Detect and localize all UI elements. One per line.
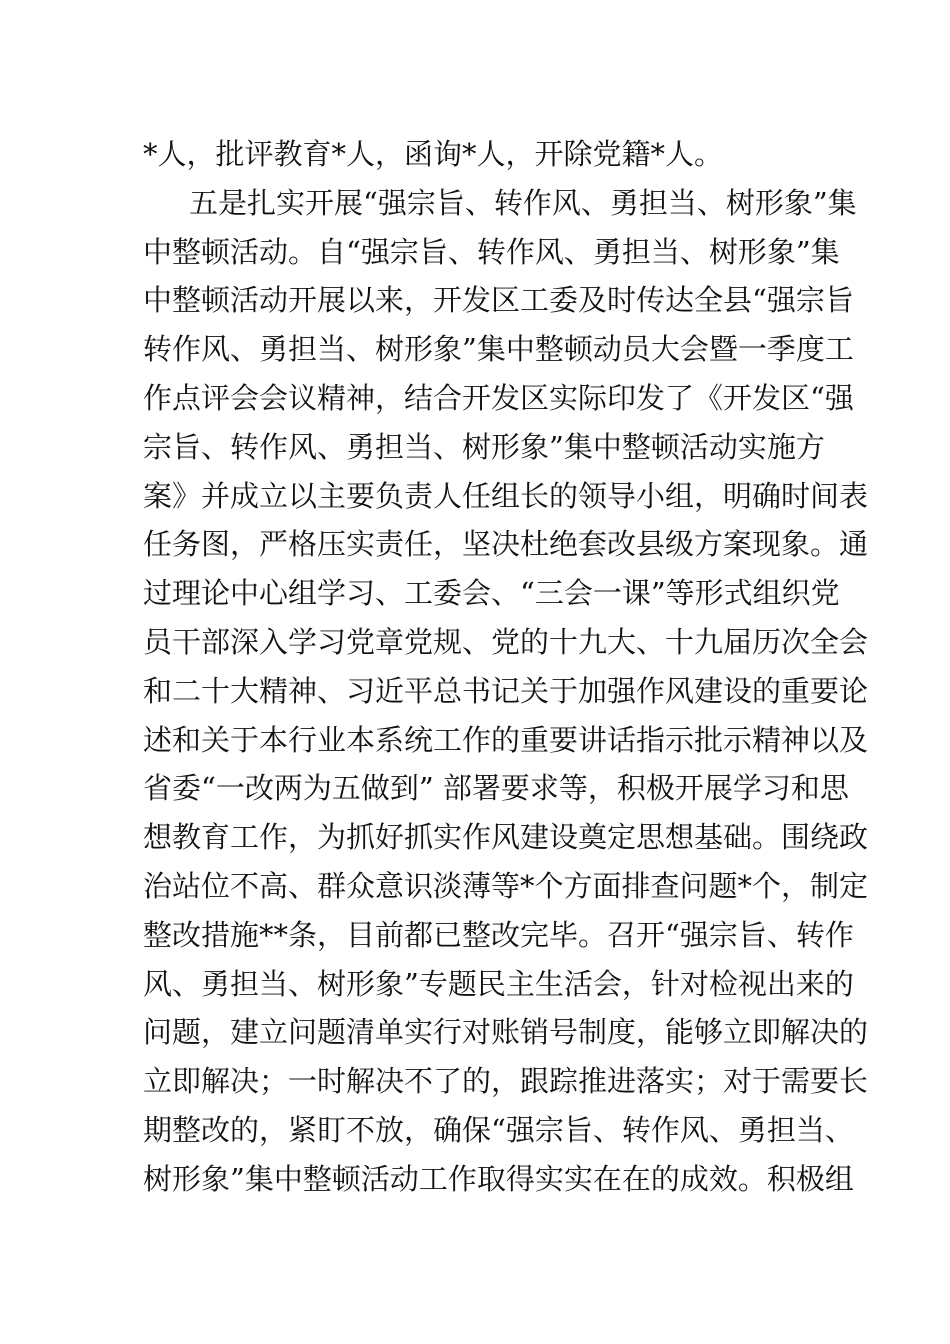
text-line: 宗旨、转作风、勇担当、树形象”集中整顿活动实施方 — [143, 429, 825, 464]
text-line: 过理论中心组学习、工委会、“三会一课”等形式组织党 — [143, 576, 840, 611]
paragraph-start-line: 五是扎实开展“强宗旨、转作风、勇担当、树形象”集 — [189, 185, 857, 220]
text-line: 任务图，严格压实责任，坚决杜绝套改县级方案现象。通 — [143, 527, 869, 562]
text-line: 问题，建立问题清单实行对账销号制度，能够立即解决的 — [143, 1015, 869, 1050]
text-line: 中整顿活动开展以来，开发区工委及时传达全县“强宗旨 — [143, 283, 854, 318]
text-line: 树形象”集中整顿活动工作取得实实在在的成效。积极组 — [143, 1161, 854, 1196]
text-line: 立即解决；一时解决不了的，跟踪推进落实；对于需要长 — [143, 1064, 869, 1099]
text-line: 案》并成立以主要负责人任组长的领导小组，明确时间表 — [143, 478, 869, 513]
text-line: 期整改的，紧盯不放，确保“强宗旨、转作风、勇担当、 — [143, 1112, 854, 1147]
text-line: 作点评会会议精神，结合开发区实际印发了《开发区“强 — [143, 380, 854, 415]
text-line: 员干部深入学习党章党规、党的十九大、十九届历次全会 — [143, 624, 869, 659]
text-line: 想教育工作，为抓好抓实作风建设奠定思想基础。围绕政 — [143, 820, 869, 855]
body-text — [143, 130, 869, 1204]
text-line: 述和关于本行业本系统工作的重要讲话指示批示精神以及 — [143, 722, 869, 757]
text-line: 转作风、勇担当、树形象”集中整顿动员大会暨一季度工 — [143, 332, 854, 367]
text-line: 风、勇担当、树形象”专题民主生活会，针对检视出来的 — [143, 966, 854, 1001]
text-line: 省委“一改两为五做到” 部署要求等，积极开展学习和思 — [143, 771, 849, 806]
text-line: 和二十大精神、习近平总书记关于加强作风建设的重要论 — [143, 673, 869, 708]
text-line: *人，批评教育*人，函询*人，开除党籍*人。 — [143, 137, 724, 171]
text-line: 中整顿活动。自“强宗旨、转作风、勇担当、树形象”集 — [143, 234, 840, 269]
text-line: 治站位不高、群众意识淡薄等*个方面排查问题*个，制定 — [143, 868, 869, 903]
text-line: 整改措施**条，目前都已整改完毕。召开“强宗旨、转作 — [143, 917, 854, 952]
